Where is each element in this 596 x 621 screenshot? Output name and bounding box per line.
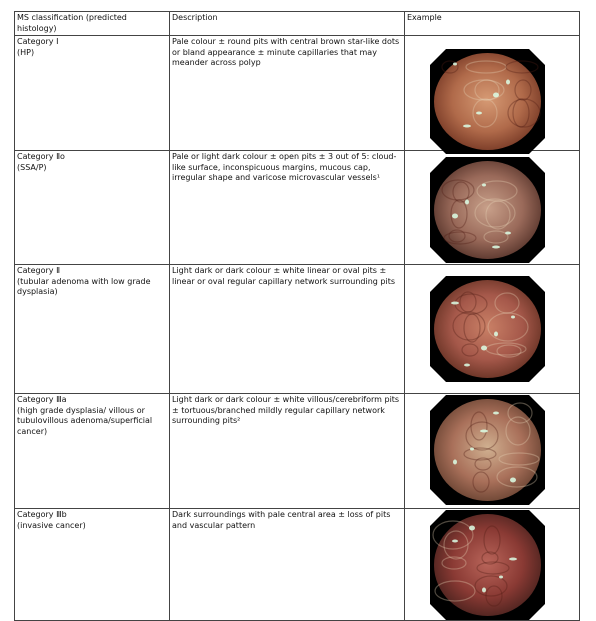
- category-cell: [15, 509, 170, 621]
- example-cell: [405, 509, 580, 621]
- category-cell: [15, 394, 170, 509]
- description-cell: Pale colour ± round pits with central brown star-like dots or bland appearance ± minute capillaries that may meander across polyp: [170, 36, 405, 151]
- category-label: Category Ⅱo: [17, 152, 65, 162]
- header-description: Description: [170, 12, 405, 36]
- category-cell: [15, 36, 170, 151]
- table-row: [15, 36, 580, 151]
- example-cell: [405, 36, 580, 151]
- endoscopy-image-invasive-cancer: [430, 510, 545, 620]
- example-cell: [405, 151, 580, 265]
- category-cell: [15, 265, 170, 394]
- endoscopy-image-tubular-adenoma: [430, 276, 545, 382]
- endoscopy-image-ssap: [430, 157, 545, 263]
- histology-label: (HP): [17, 47, 35, 57]
- endoscopy-image-villous-adenoma: [430, 395, 545, 505]
- table-row: [15, 265, 580, 394]
- histology-label: (high grade dysplasia/ villous or tubulovillous adenoma/superficial cancer): [17, 405, 153, 436]
- example-cell: [405, 394, 580, 509]
- description-cell: Light dark or dark colour ± white villous/cerebriform pits ± tortuous/branched mildly regular capillary network surrounding pits²: [170, 394, 405, 509]
- table-row: [15, 394, 580, 509]
- header-example: Example: [405, 12, 580, 36]
- header-row: [15, 12, 580, 36]
- table-row: [15, 509, 580, 621]
- histology-label: (invasive cancer): [17, 520, 86, 530]
- category-label: Category Ⅲb: [17, 510, 67, 520]
- category-label: Category Ⅲa: [17, 395, 67, 405]
- example-cell: [405, 265, 580, 394]
- endoscopy-image-hp: [430, 49, 545, 154]
- classification-table: [14, 11, 580, 621]
- histology-label: (tubular adenoma with low grade dysplasia): [17, 276, 151, 297]
- table-row: [15, 151, 580, 265]
- description-cell: Light dark or dark colour ± white linear or oval pits ± linear or oval regular capillary network surrounding pits: [170, 265, 405, 394]
- category-label: Category Ⅰ: [17, 37, 59, 47]
- category-cell: [15, 151, 170, 265]
- category-label: Category Ⅱ: [17, 266, 61, 276]
- description-cell: Dark surroundings with pale central area ± loss of pits and vascular pattern: [170, 509, 405, 621]
- header-classification: MS classification (predicted histology): [15, 12, 170, 36]
- histology-label: (SSA/P): [17, 162, 47, 172]
- description-cell: Pale or light dark colour ± open pits ± 3 out of 5: cloud-like surface, inconspicuous margins, mucous cap, irregular shape and varicose microvascular vessels¹: [170, 151, 405, 265]
